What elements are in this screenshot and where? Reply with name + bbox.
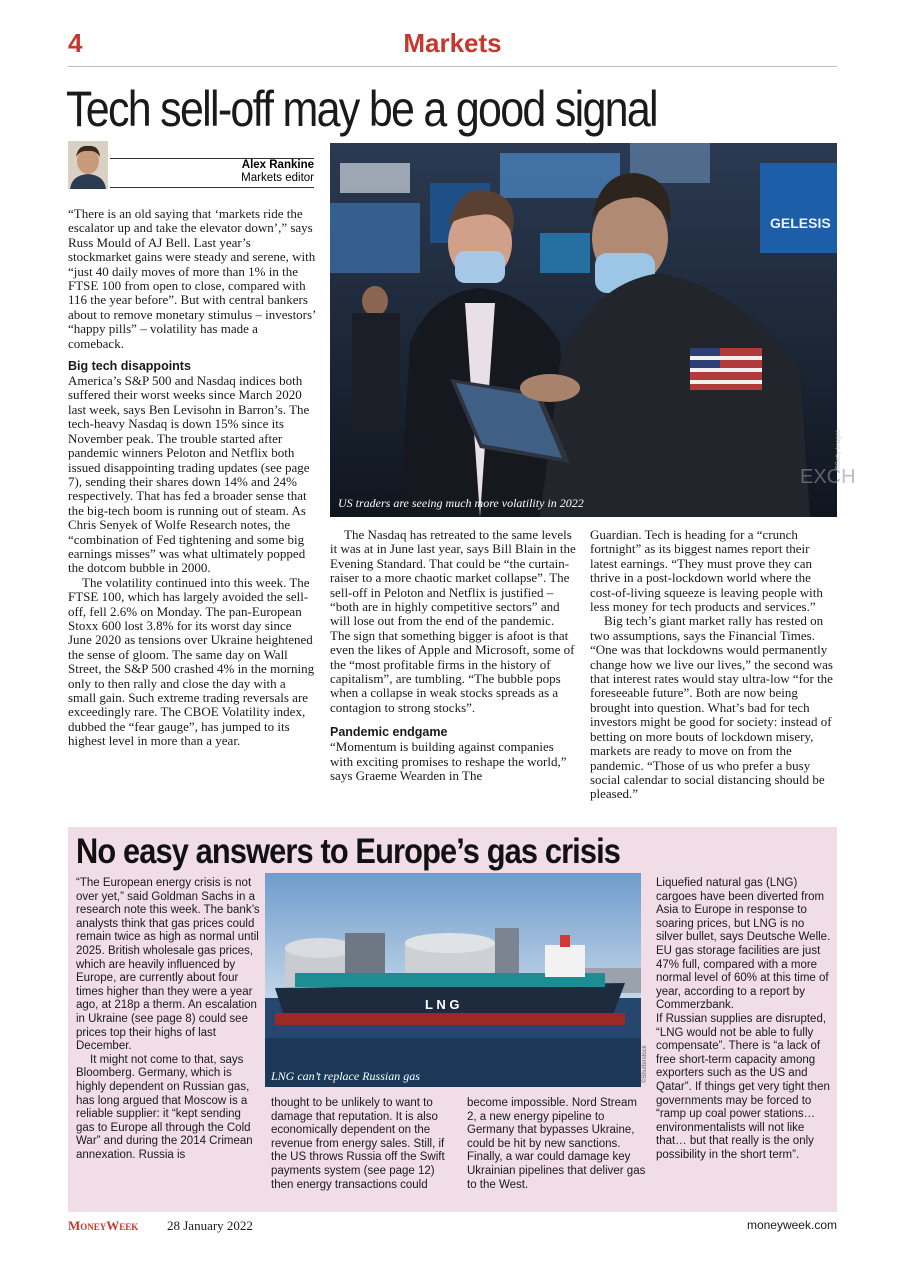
- article-column-2: [330, 528, 576, 784]
- lng-ship-photo: [265, 873, 641, 1087]
- paragraph: “The European energy crisis is not over yet,” said Goldman Sachs in a research note this week. The bank’s analysts think that gas prices could remain twice as high as normal until 2025. British wholesale gas prices, which are heavily influenced by Europe, are currently about four times higher than they were a year ago, at 218p a therm. An escalation in Ukraine (see page 8) could see prices top their highs of last December.: [76, 877, 260, 1053]
- box-column-3: [467, 1097, 647, 1192]
- lng-photo-credit: ©Shutterstock: [642, 1045, 648, 1083]
- lng-hull-label: L N G: [425, 997, 460, 1012]
- paragraph: The volatility continued into this week. The FTSE 100, which has largely avoided the sell-off, fell 2.6% on Monday. The pan-European Stoxx 600 lost 3.8% for its worst day since June 2020 as tensions over Ukraine heightened the sense of gloom. The same day on Wall Street, the S&P 500 crashed 4% in the morning only to then rally and close the day with a small gain. Such extreme trading reversals are exceedingly rare. The CBOE Volatility index, dubbed the “fear gauge”, has jumped to its highest level in more than a year.: [68, 574, 315, 749]
- paragraph: Guardian. Tech is heading for a “crunch fortnight” as its biggest names report their latest earnings. “They must prove they can thrive in a post-lockdown world where the cost-of-living squeeze is leaving people with less money for tech products and services.”: [590, 527, 823, 615]
- paragraph: The Nasdaq has retreated to the same levels it was at in June last year, says Bill Blain in the Evening Standard. That could be “the curtain-raiser to a more chaotic market collapse”. The sell-off in Peloton and Netflix is justified – “both are in highly competitive sectors” and will lose out from the end of the pandemic. The sign that something bigger is afoot is that even the likes of Apple and Microsoft, some of the “most profitable firms in the history of capitalism”, are tumbling. “The bubble pops when a collapse in weak stocks spreads as a contagion to strong stocks”.: [330, 527, 576, 715]
- subheading-pandemic: Pandemic endgame: [330, 725, 448, 740]
- paragraph: It might not come to that, says Bloomberg. Germany, which is highly dependent on Russian gas, has long argued that Moscow is a reliable supplier: it “kept sending gas to Europe all through the Cold War” and during the 2014 Crimean annexation. Russia is: [76, 1053, 253, 1161]
- paragraph: Liquefied natural gas (LNG) cargoes have been diverted from Asia to Europe in response to soaring prices, but LNG is no silver bullet, says Deutsche Welle. EU gas storage facilities are just 47% full, compared with a more normal level of 60% at this time of year, according to a report by Commerzbank.: [656, 877, 831, 1012]
- gelesis-sign: GELESIS: [770, 215, 831, 231]
- page-number: 4: [68, 28, 83, 58]
- paragraph: If Russian supplies are disrupted, “LNG would not be able to fully compensate”. There is “a lack of free short-term capacity among exporters such as the US and Qatar”. If things get very tight then governments may be forced to “ramp up coal power stations… environmentalists will not like that… but that really is the only possibility in the short term”.: [656, 1012, 830, 1161]
- svg-text:EXCH: EXCH: [800, 466, 856, 488]
- paragraph: thought to be unlikely to want to damage that reputation. It is also economically dependent on the revenue from energy sales. Still, if the US throws Russia off the Swift payments system (see page 12) then energy transactions could: [271, 1097, 445, 1191]
- box-column-4: [656, 877, 832, 1162]
- article-column-3: [590, 528, 837, 802]
- paragraph: America’s S&P 500 and Nasdaq indices both suffered their worst weeks since March 2020 last week, says Ben Levisohn in Barron’s. The tech-heavy Nasdaq is down 15% since its November peak. The trouble started after pandemic winners Peloton and Netflix both issued disappointing trading updates (see page 7), sending their shares down 14% and 24% respectively. That has fed a broader sense that the big-tech boom is running out of steam. As Chris Senyek of Wolfe Research notes, the “combination of Fed tightening and some big earnings misses” was what ultimately popped the dotcom bubble in 2000.: [68, 373, 310, 576]
- author-role: Markets editor: [241, 172, 314, 184]
- box-column-1: [76, 877, 260, 1162]
- author-name: Alex Rankine: [241, 159, 314, 171]
- article-column-1: [68, 207, 316, 749]
- box-headline: No easy answers to Europe’s gas crisis: [76, 832, 621, 871]
- section-title: Markets: [403, 28, 502, 58]
- footer-url[interactable]: moneyweek.com: [746, 1218, 837, 1232]
- traders-photo-caption: US traders are seeing much more volatility in 2022: [338, 496, 584, 510]
- subheading-big-tech: Big tech disappoints: [68, 359, 191, 374]
- paragraph: become impossible. Nord Stream 2, a new energy pipeline to Germany that bypasses Ukraine, could be hit by new sanctions. Finally, a war could damage key Ukrainian pipelines that deliver gas to the West.: [467, 1097, 646, 1191]
- paragraph: Big tech’s giant market rally has rested on two assumptions, says the Financial Times. “One was that lockdowns would permanently change how we live our lives,” the second was that interest rates would stay ultra-low “for the foreseeable future”. Both are now being brought into question. What’s bad for tech investors might be good for society: instead of betting on more bouts of lockdown misery, markets are ready to move on from the pandemic. “Those of us who prefer a busy social calendar to social distancing should be pleased.”: [590, 613, 833, 802]
- paragraph: “There is an old saying that ‘markets ride the escalator up and take the elevator down’,” says Russ Mould of AJ Bell. Last year’s stockmarket gains were steady and serene, with “just 40 daily moves of more than 1% in the FTSE 100 from open to close, compared with 116 the year before”. But with central bankers about to remove monetary stimulus – investors’ “happy pills” – volatility has made a comeback.: [68, 206, 316, 351]
- byline-rule-bottom: [110, 187, 314, 188]
- paragraph: “Momentum is building against companies with exciting promises to reshape the world,” says Graeme Wearden in The: [330, 739, 567, 784]
- footer-date: 28 January 2022: [167, 1218, 253, 1233]
- lng-photo-caption: LNG can’t replace Russian gas: [271, 1069, 420, 1083]
- footer-brand: MoneyWeek: [68, 1218, 139, 1233]
- box-column-2: [271, 1097, 451, 1192]
- traders-photo-credit: ©Getty Images: [836, 429, 842, 470]
- author-photo: [68, 141, 108, 189]
- article-headline: Tech sell-off may be a good signal: [66, 81, 657, 137]
- header-divider: [68, 66, 837, 67]
